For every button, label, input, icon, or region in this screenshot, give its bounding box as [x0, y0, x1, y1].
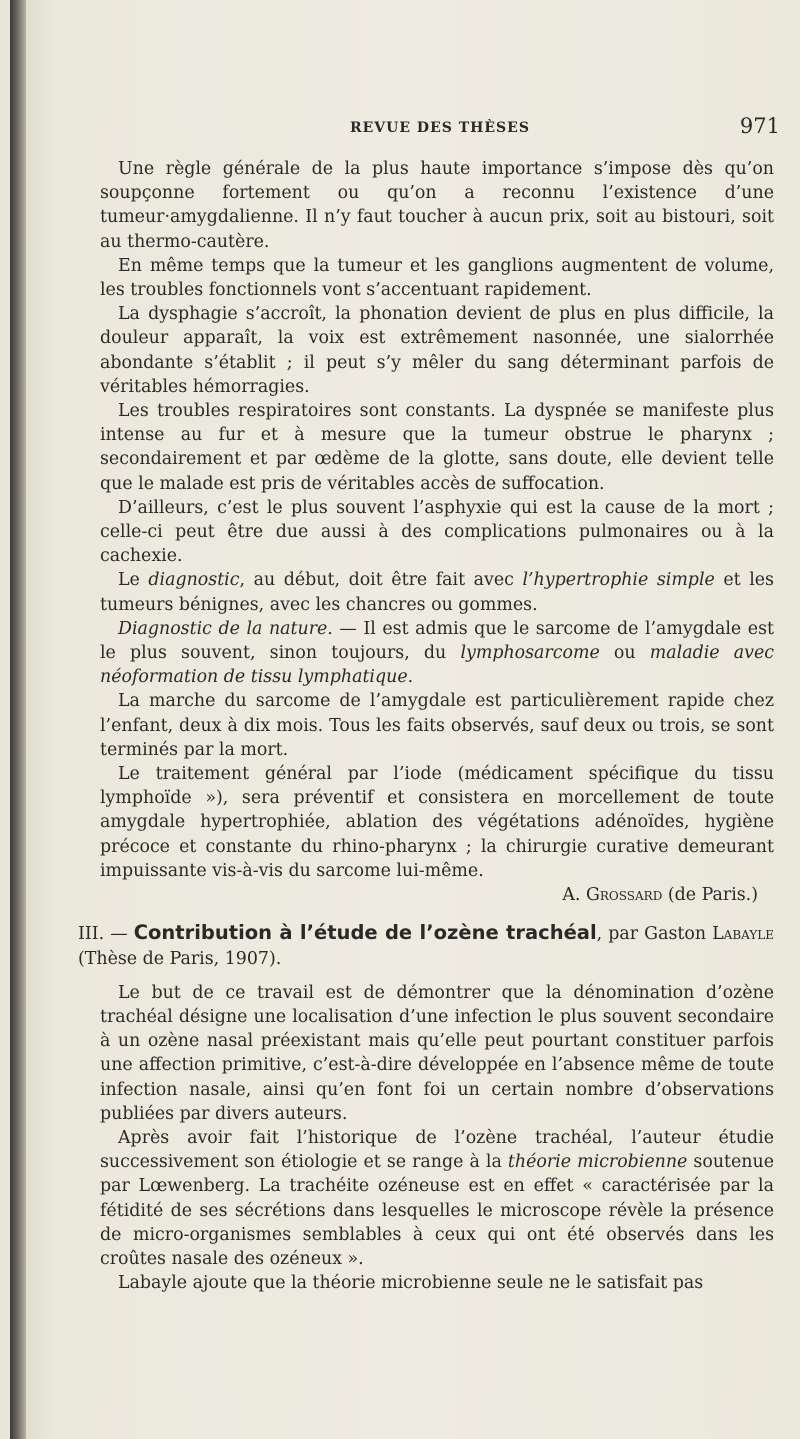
text-run: ou: [599, 643, 650, 664]
paragraph: Labayle ajoute que la théorie microbienne seule ne le satisfait pas: [118, 1273, 704, 1294]
signature-name: Grossard: [586, 885, 663, 906]
paragraph: D’ailleurs, c’est le plus souvent l’asphyxie qui est la cause de la mort ; celle-ci peut être due aussi à des complications pulmonaires ou à la cachexie.: [100, 497, 774, 567]
italic-term: maladie avec néoformation de tissu lymphatique: [100, 643, 774, 688]
book-page: [10, 0, 800, 1439]
paragraph: La dysphagie s’accroît, la phonation devient de plus en plus difficile, la douleur apparaît, la voix est extrêmement nasonnée, une sialorrhée abondante s’établit ; il peut s’y mêler du sang déterminant parfois de véritables hémorragies.: [100, 304, 774, 397]
paragraph: Une règle générale de la plus haute importance s’impose dès qu’on soupçonne fortement ou qu’on a reconnu l’existence d’une tumeur·amygdalienne. Il n’y faut toucher à aucun prix, soit au bistouri, soit au thermo-cautère.: [100, 159, 774, 252]
paragraph: La marche du sarcome de l’amygdale est particulièrement rapide chez l’enfant, deux à dix mois. Tous les faits observés, sauf deux ou trois, se sont terminés par la mort.: [100, 691, 774, 760]
text-run: , au début, doit être fait avec: [239, 570, 523, 591]
paragraph-diagnostic-nature: [100, 617, 774, 690]
text-run: — Il est admis que le sarcome de l’amygdale est le plus souvent, sinon toujours, du: [100, 618, 774, 664]
section-number: III. —: [78, 924, 134, 945]
text-run: Après avoir fait l’historique de l’ozène trachéal, l’auteur étudie successivement son étiologie et se range à la: [100, 1127, 774, 1173]
text-run: soutenue par Lœwenberg. La trachéite ozéneuse est en effet « caractérisée par la fétidité de ses sécrétions dans lesquelles le microscope révèle la présence de micro-organismes semblables à ceux qui ont été observés dans les croûtes nasale des ozéneux ».: [100, 1152, 774, 1269]
text-run: , par Gaston: [596, 924, 713, 945]
paragraph-diagnostic: [100, 568, 774, 616]
text-run: Le: [118, 570, 149, 591]
section-heading: [78, 921, 774, 970]
page-binding-shadow: [10, 0, 26, 1439]
italic-term: théorie microbienne: [507, 1152, 688, 1173]
section-source: (Thèse de Paris, 1907).: [78, 948, 282, 969]
paragraph: Les troubles respiratoires sont constants. La dyspnée se manifeste plus intense au fur et à mesure que la tumeur obstrue le pharynx ; secondairement et par œdème de la glotte, sans doute, elle devient telle que le malade est pris de véritables accès de suffocation.: [100, 401, 774, 494]
section-author: Labayle: [712, 924, 774, 945]
italic-term: diagnostic: [148, 570, 240, 591]
italic-term: lymphosarcome: [460, 643, 600, 664]
signature-place: (de Paris.): [662, 885, 758, 906]
running-title: REVUE DES THÈSES: [350, 120, 530, 136]
page-header: [350, 114, 780, 142]
paragraph-theory: [100, 1126, 774, 1271]
text-run: et les tumeurs bénignes, avec les chancres ou gommes.: [100, 570, 774, 615]
body-text: [78, 157, 774, 1295]
author-signature: [100, 883, 774, 907]
paragraph: Le but de ce travail est de démontrer que la dénomination d’ozène trachéal désigne une localisation d’une infection le plus souvent secondaire à un ozène nasal préexistant mais qu’elle peut pourtant constituer parfois une affection primitive, c’est-à-dire développée en l’absence même de toute infection nasale, ainsi qu’en font foi un certain nombre d’observations publiées par divers auteurs.: [100, 982, 774, 1124]
italic-term: l’hypertrophie simple: [522, 570, 715, 591]
italic-heading: Diagnostic de la nature.: [118, 618, 333, 639]
signature-initial: A.: [562, 885, 586, 906]
text-run: .: [407, 667, 414, 688]
paragraph: En même temps que la tumeur et les ganglions augmentent de volume, les troubles fonctionnels vont s’accentuant rapidement.: [100, 255, 774, 301]
paragraph: Le traitement général par l’iode (médicament spécifique du tissu lymphoïde »), sera préventif et consistera en morcellement de toute amygdale hypertrophiée, ablation des végétations adénoïdes, hygiène précoce et constante du rhino-pharynx ; la chirurgie curative demeurant impuissante vis-à-vis du sarcome lui-même.: [100, 764, 774, 881]
page-number: 971: [739, 114, 780, 138]
section-title: Contribution à l’étude de l’ozène trachéal: [133, 921, 597, 945]
